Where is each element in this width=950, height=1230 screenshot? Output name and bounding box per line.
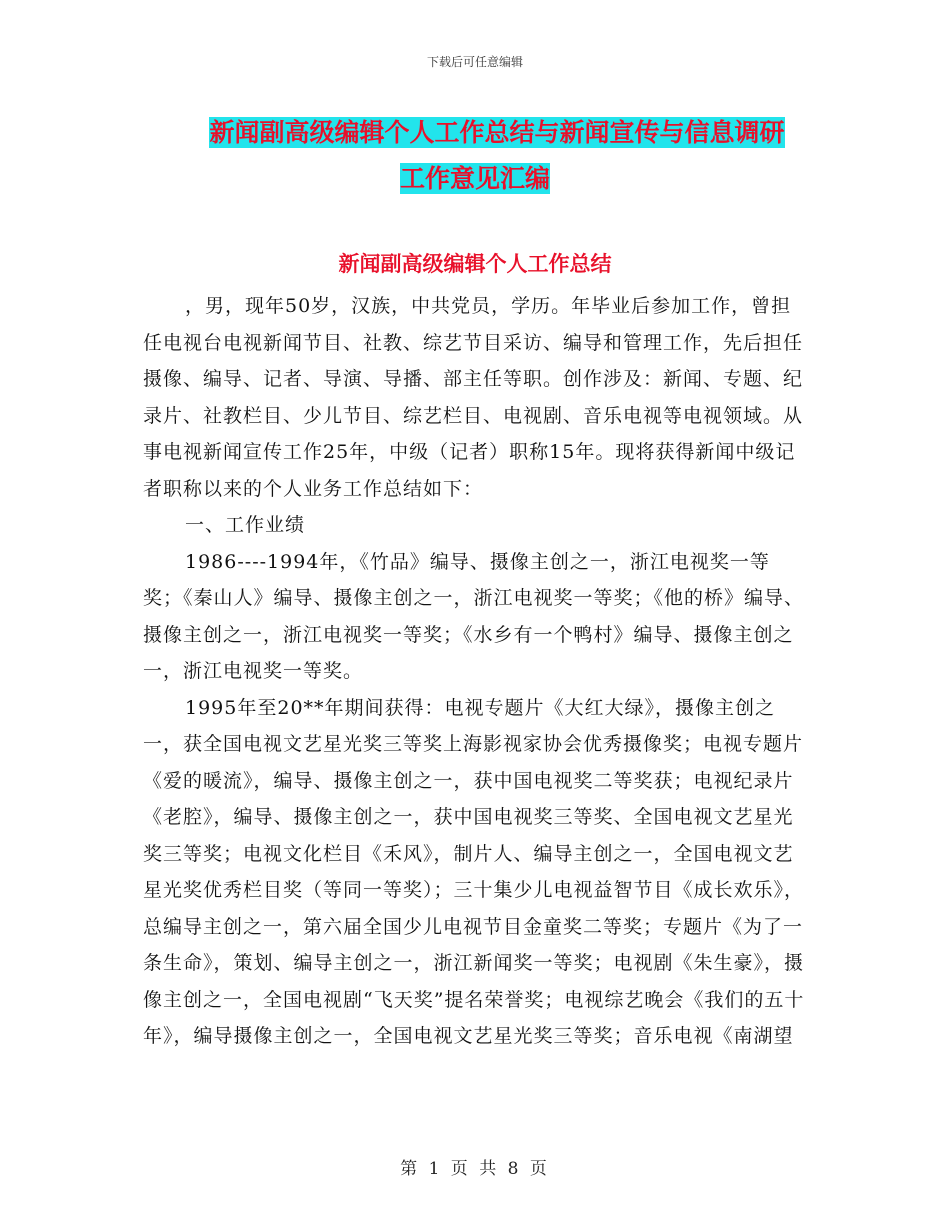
header-note: 下载后可任意编辑 [426, 55, 523, 69]
document-title [145, 110, 805, 202]
paragraph-1995-awards: 1995年至20**年期间获得：电视专题片《大红大绿》，摄像主创之一，获全国电视文艺星光奖三等奖上海影视家协会优秀摄像奖；电视专题片《爱的暖流》，编导、摄像主创之一，获中国电视奖二等奖获；电视纪录片《老腔》，编导、摄像主创之一，获中国电视奖三等奖、全国电视文艺星光奖三等奖；电视文化栏目《禾风》，制片人、编导主创之一，全国电视文艺星光奖优秀栏目奖（等同一等奖）；三十集少儿电视益智节目《成长欢乐》，总编导主创之一，第六届全国少儿电视节目金童奖二等奖；专题片《为了一条生命》，策划、编导主创之一，浙江新闻奖一等奖；电视剧《朱生豪》，摄像主创之一，全国电视剧“飞天奖”提名荣誉奖；电视综艺晚会《我们的五十年》，编导摄像主创之一，全国电视文艺星光奖三等奖；音乐电视《南湖望 [143, 696, 805, 1047]
paragraph-1986-1994: 1986----1994年，《竹品》编导、摄像主创之一，浙江电视奖一等奖；《秦山人》编导、摄像主创之一，浙江电视奖一等奖；《他的桥》编导、摄像主创之一，浙江电视奖一等奖；《水乡有一个鸭村》编导、摄像主创之一，浙江电视奖一等奖。 [143, 550, 805, 682]
section-title: 新闻副高级编辑个人工作总结 [338, 251, 612, 276]
paragraph-intro: ，男，现年50岁，汉族，中共党员，学历。年毕业后参加工作，曾担任电视台电视新闻节目、社教、综艺节目采访、编导和管理工作，先后担任摄像、编导、记者、导演、导播、部主任等职。创作涉及：新闻、专题、纪录片、社教栏目、少儿节目、综艺栏目、电视剧、音乐电视等电视领域。从事电视新闻宣传工作25年，中级（记者）职称15年。现将获得新闻中级记者职称以来的个人业务工作总结如下： [143, 295, 804, 500]
document-title-line-1: 新闻副高级编辑个人工作总结与新闻宣传与信息调研 [209, 118, 785, 147]
paragraph-heading-achievements: 一、工作业绩 [185, 514, 306, 536]
document-title-line-2: 工作意见汇编 [399, 164, 550, 193]
page-footer: 第 1 页 共 8 页 [400, 1159, 550, 1179]
body-text [143, 288, 807, 1055]
